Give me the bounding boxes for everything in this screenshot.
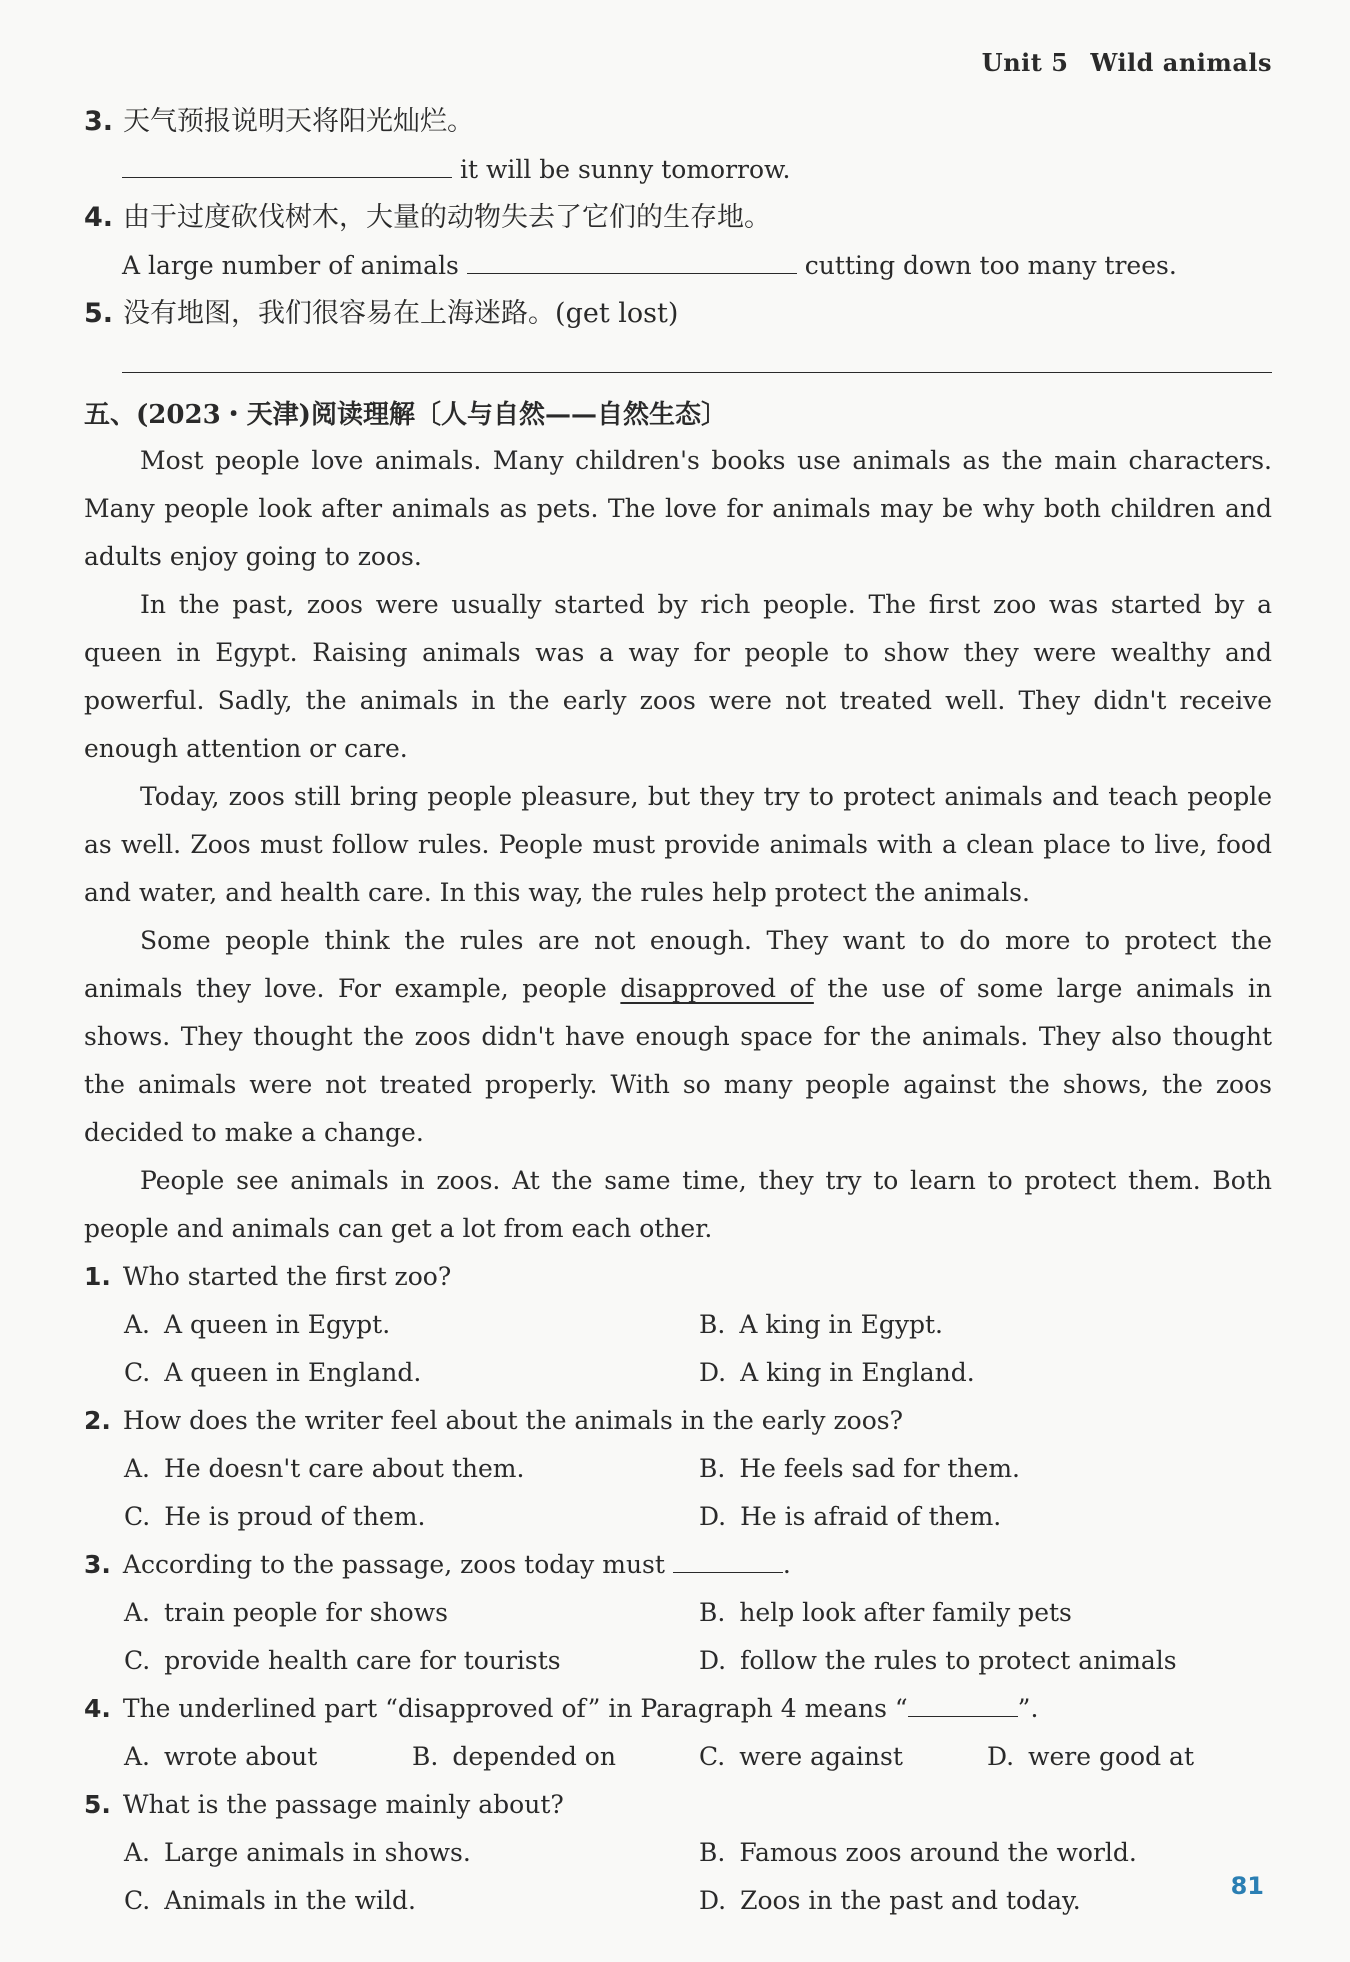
option-letter: A. bbox=[124, 1598, 151, 1627]
option-text: wrote about bbox=[164, 1742, 318, 1771]
question-number: 3. bbox=[84, 1550, 111, 1579]
options-4 bbox=[84, 1733, 1272, 1781]
question-5 bbox=[84, 1781, 1272, 1829]
passage-paragraph-3: Today, zoos still bring people pleasure, but they try to protect animals and teach people as well. Zoos must follow rules. People must provide animals with a clean place to live, food and water, and health care. In this way, the rules help protect the animals. bbox=[84, 782, 1272, 907]
question-number: 1. bbox=[84, 1262, 111, 1291]
option-text: Zoos in the past and today. bbox=[740, 1886, 1081, 1915]
option-letter: B. bbox=[699, 1598, 726, 1627]
option-text: Animals in the wild. bbox=[164, 1886, 416, 1915]
translation-item-5 bbox=[84, 290, 1272, 338]
option-letter: D. bbox=[699, 1886, 727, 1915]
option-b[interactable] bbox=[412, 1733, 699, 1781]
question-number: 5. bbox=[84, 1790, 111, 1819]
option-text: He is afraid of them. bbox=[740, 1502, 1002, 1531]
question-4 bbox=[84, 1685, 1272, 1733]
option-letter: C. bbox=[124, 1646, 151, 1675]
paragraph-text: Some people think the rules are not enough. They want to do more to protect the animals they love. For example, people bbox=[84, 926, 1272, 1003]
option-letter: A. bbox=[124, 1838, 151, 1867]
question-text: The underlined part “disapproved of” in Paragraph 4 means “ bbox=[122, 1694, 908, 1723]
option-d[interactable] bbox=[699, 1349, 1272, 1397]
option-letter: D. bbox=[987, 1742, 1015, 1771]
option-text: Famous zoos around the world. bbox=[739, 1838, 1137, 1867]
chinese-sentence: 由于过度砍伐树木，大量的动物失去了它们的生存地。 bbox=[123, 202, 772, 233]
option-b[interactable] bbox=[699, 1829, 1272, 1877]
option-c[interactable] bbox=[124, 1493, 699, 1541]
option-text: train people for shows bbox=[164, 1598, 448, 1627]
option-text: A queen in Egypt. bbox=[164, 1310, 391, 1339]
translation-answer-4 bbox=[84, 242, 1272, 290]
page-content bbox=[84, 98, 1272, 1925]
page-header bbox=[982, 48, 1272, 77]
passage-paragraph-1: Most people love animals. Many children's books use animals as the main characters. Many people look after animals as pets. The love for animals may be why both children and adults enjoy going to zoos. bbox=[84, 446, 1272, 571]
option-a[interactable] bbox=[124, 1301, 699, 1349]
unit-label: Unit 5 bbox=[981, 48, 1069, 77]
question-text: What is the passage mainly about? bbox=[122, 1790, 564, 1819]
answer-blank[interactable] bbox=[122, 149, 452, 178]
option-letter: C. bbox=[124, 1358, 151, 1387]
item-number: 5. bbox=[84, 298, 114, 329]
question-number: 4. bbox=[84, 1694, 111, 1723]
option-letter: A. bbox=[124, 1454, 151, 1483]
option-text: Large animals in shows. bbox=[164, 1838, 471, 1867]
question-text: How does the writer feel about the animals in the early zoos? bbox=[122, 1406, 903, 1435]
option-letter: C. bbox=[124, 1502, 151, 1531]
option-c[interactable] bbox=[124, 1637, 699, 1685]
option-text: He feels sad for them. bbox=[739, 1454, 1020, 1483]
option-text: follow the rules to protect animals bbox=[740, 1646, 1177, 1675]
translation-item-4 bbox=[84, 194, 1272, 242]
option-letter: B. bbox=[699, 1310, 726, 1339]
chinese-sentence: 没有地图，我们很容易在上海迷路。(get lost) bbox=[123, 298, 679, 329]
answer-blank[interactable] bbox=[908, 1692, 1018, 1717]
question-number: 2. bbox=[84, 1406, 111, 1435]
option-a[interactable] bbox=[124, 1589, 699, 1637]
question-1 bbox=[84, 1253, 1272, 1301]
question-text: Who started the first zoo? bbox=[122, 1262, 452, 1291]
option-d[interactable] bbox=[699, 1493, 1272, 1541]
options-5 bbox=[84, 1829, 1272, 1925]
section-title: 五、(2023・天津)阅读理解 bbox=[84, 400, 415, 430]
option-a[interactable] bbox=[124, 1829, 699, 1877]
chinese-sentence: 天气预报说明天将阳光灿烂。 bbox=[123, 106, 475, 137]
passage-paragraph-5: People see animals in zoos. At the same time, they try to learn to protect them. Both people and animals can get a lot from each other. bbox=[84, 1166, 1272, 1243]
underlined-phrase: disapproved of bbox=[620, 974, 814, 1003]
option-text: provide health care for tourists bbox=[164, 1646, 561, 1675]
answer-blank[interactable] bbox=[673, 1548, 783, 1573]
passage-paragraph-4 bbox=[84, 917, 1272, 1157]
option-letter: A. bbox=[124, 1310, 151, 1339]
option-letter: C. bbox=[124, 1886, 151, 1915]
translation-item-3 bbox=[84, 98, 1272, 146]
option-letter: C. bbox=[699, 1742, 726, 1771]
option-b[interactable] bbox=[699, 1589, 1272, 1637]
item-number: 4. bbox=[84, 202, 114, 233]
item-number: 3. bbox=[84, 106, 114, 137]
option-text: were against bbox=[739, 1742, 903, 1771]
passage-paragraph-2: In the past, zoos were usually started by rich people. The first zoo was started by a queen in Egypt. Raising animals was a way for people to show they were wealthy and powerful. Sadly, the animals in the early zoos were not treated well. They didn't receive enough attention or care. bbox=[84, 590, 1272, 763]
option-text: were good at bbox=[1028, 1742, 1195, 1771]
option-text: A king in England. bbox=[740, 1358, 975, 1387]
option-text: A king in Egypt. bbox=[739, 1310, 943, 1339]
option-letter: A. bbox=[124, 1742, 151, 1771]
paragraph-text: the use of some large animals in shows. They thought the zoos didn't have enough space for the animals. They also thought the animals were not treated properly. With so many people against the shows, the zoos decided to make a change. bbox=[84, 974, 1272, 1147]
option-b[interactable] bbox=[699, 1445, 1272, 1493]
answer-blank[interactable] bbox=[467, 245, 797, 274]
options-1 bbox=[84, 1301, 1272, 1397]
option-letter: D. bbox=[699, 1358, 727, 1387]
option-text: He is proud of them. bbox=[164, 1502, 426, 1531]
option-letter: B. bbox=[699, 1454, 726, 1483]
option-letter: B. bbox=[412, 1742, 439, 1771]
option-d[interactable] bbox=[987, 1733, 1272, 1781]
question-text: According to the passage, zoos today must bbox=[122, 1550, 665, 1579]
option-text: He doesn't care about them. bbox=[164, 1454, 525, 1483]
option-c[interactable] bbox=[124, 1877, 699, 1925]
option-a[interactable] bbox=[124, 1733, 412, 1781]
section-tag: 〔人与自然——自然生态〕 bbox=[414, 400, 727, 430]
option-c[interactable] bbox=[699, 1733, 987, 1781]
option-text: depended on bbox=[452, 1742, 616, 1771]
option-letter: B. bbox=[699, 1838, 726, 1867]
english-fragment: A large number of animals bbox=[122, 251, 459, 280]
unit-title: Wild animals bbox=[1090, 48, 1272, 77]
question-text-end: ”. bbox=[1017, 1694, 1039, 1723]
option-letter: D. bbox=[699, 1502, 727, 1531]
option-text: help look after family pets bbox=[739, 1598, 1072, 1627]
option-d[interactable] bbox=[699, 1877, 1272, 1925]
answer-line[interactable] bbox=[122, 352, 1272, 373]
english-fragment: it will be sunny tomorrow. bbox=[459, 155, 791, 184]
option-c[interactable] bbox=[124, 1349, 699, 1397]
options-3 bbox=[84, 1589, 1272, 1685]
option-d[interactable] bbox=[699, 1637, 1272, 1685]
english-fragment: cutting down too many trees. bbox=[804, 251, 1177, 280]
section-heading bbox=[84, 393, 1272, 437]
page-number: 81 bbox=[1230, 1872, 1264, 1900]
option-text: A queen in England. bbox=[164, 1358, 422, 1387]
options-2 bbox=[84, 1445, 1272, 1541]
translation-answer-3 bbox=[84, 146, 1272, 194]
question-2 bbox=[84, 1397, 1272, 1445]
option-letter: D. bbox=[699, 1646, 727, 1675]
question-3 bbox=[84, 1541, 1272, 1589]
option-a[interactable] bbox=[124, 1445, 699, 1493]
question-text-end: . bbox=[782, 1550, 791, 1579]
option-b[interactable] bbox=[699, 1301, 1272, 1349]
